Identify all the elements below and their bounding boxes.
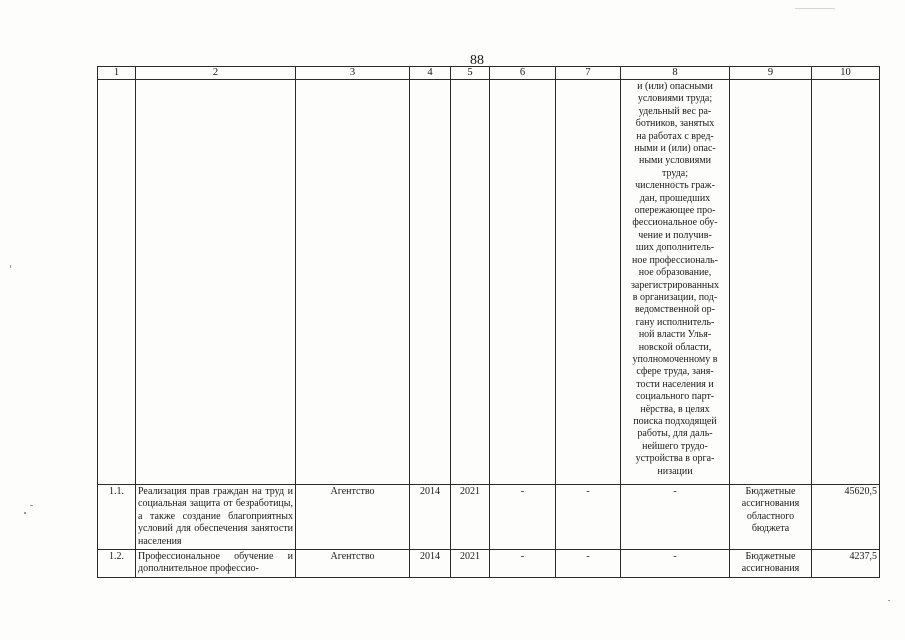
executor: Агентство xyxy=(296,550,410,578)
column-header: 4 xyxy=(410,67,451,80)
row-number: 1.2. xyxy=(98,550,136,578)
measure-name: Реализация прав граждан на труд и социальная защита от безработицы, а также создание благоприятных условий для обеспечения занятости населения xyxy=(136,485,296,550)
column-header: 6 xyxy=(490,67,556,80)
empty-cell xyxy=(451,80,490,485)
scan-speck xyxy=(24,512,26,514)
column-header: 7 xyxy=(556,67,621,80)
scan-speck xyxy=(10,265,11,268)
scan-speck xyxy=(30,505,33,506)
empty-cell xyxy=(136,80,296,485)
column-header: 10 xyxy=(812,67,880,80)
dash-cell: - xyxy=(621,550,730,578)
program-table xyxy=(97,66,880,578)
column-header: 8 xyxy=(621,67,730,80)
empty-cell xyxy=(730,80,812,485)
start-year: 2014 xyxy=(410,550,451,578)
scan-speck xyxy=(795,8,835,9)
page-number: 88 xyxy=(470,53,484,68)
funding-amount: 45620,5 xyxy=(812,485,880,550)
empty-cell xyxy=(296,80,410,485)
dash-cell: - xyxy=(556,485,621,550)
table-row xyxy=(98,485,880,550)
continuation-row xyxy=(98,80,880,485)
dash-cell: - xyxy=(490,550,556,578)
empty-cell xyxy=(98,80,136,485)
funding-source: Бюджетные ассигнования xyxy=(730,550,812,578)
funding-source: Бюджетные ассигнования областного бюджета xyxy=(730,485,812,550)
dash-cell: - xyxy=(621,485,730,550)
column-header: 1 xyxy=(98,67,136,80)
empty-cell xyxy=(490,80,556,485)
dash-cell: - xyxy=(556,550,621,578)
executor: Агентство xyxy=(296,485,410,550)
empty-cell xyxy=(556,80,621,485)
empty-cell xyxy=(812,80,880,485)
column-header: 2 xyxy=(136,67,296,80)
empty-cell xyxy=(410,80,451,485)
start-year: 2014 xyxy=(410,485,451,550)
end-year: 2021 xyxy=(451,550,490,578)
column-header: 9 xyxy=(730,67,812,80)
column-header: 5 xyxy=(451,67,490,80)
column-header: 3 xyxy=(296,67,410,80)
row-number: 1.1. xyxy=(98,485,136,550)
table-row xyxy=(98,550,880,578)
scan-speck xyxy=(888,600,890,601)
indicator-cell: и (или) опасными условиями труда; удельный вес ра- ботников, занятых на работах с вред- ными и (или) опас- ными условиями труда; численность граж- дан, прошедших опережающее про- фессиональное обу- чение и получив- ших дополнитель- ное профессиональ- ное образование, зарегистрированных в организации, под- ведомственной ор- гану исполнитель- ной власти Улья- новской области, уполномоченному в сфере труда, заня- тости населения и социального парт- нёрства, в целях поиска подходящей работы, для даль- нейшего трудо- устройства в орга- низации xyxy=(621,80,730,485)
end-year: 2021 xyxy=(451,485,490,550)
column-number-row xyxy=(98,67,880,80)
funding-amount: 4237,5 xyxy=(812,550,880,578)
measure-name: Профессиональное обучение и дополнительное профессио- xyxy=(136,550,296,578)
dash-cell: - xyxy=(490,485,556,550)
